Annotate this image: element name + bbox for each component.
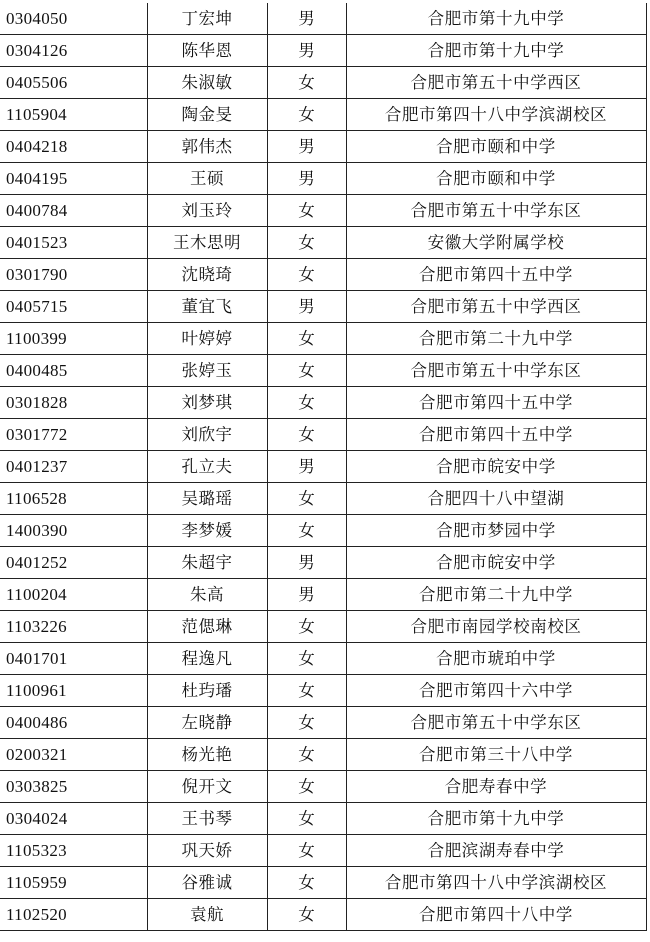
student-name-cell: 朱淑敏	[147, 67, 267, 99]
school-cell: 合肥市第四十五中学	[346, 419, 646, 451]
student-id-cell: 0400486	[0, 707, 147, 739]
student-id-cell: 0301772	[0, 419, 147, 451]
student-name-cell: 丁宏坤	[147, 3, 267, 35]
table-row	[0, 323, 646, 355]
gender-cell: 女	[267, 195, 346, 227]
gender-cell: 女	[267, 483, 346, 515]
student-name-cell: 张婷玉	[147, 355, 267, 387]
student-id-cell: 1400390	[0, 515, 147, 547]
school-cell: 合肥市皖安中学	[346, 451, 646, 483]
school-cell: 合肥滨湖寿春中学	[346, 835, 646, 867]
student-name-cell: 吴璐瑶	[147, 483, 267, 515]
student-name-cell: 王书琴	[147, 803, 267, 835]
student-id-cell: 0200321	[0, 739, 147, 771]
table-row	[0, 163, 646, 195]
school-cell: 合肥市第四十八中学滨湖校区	[346, 867, 646, 899]
student-name-cell: 巩天娇	[147, 835, 267, 867]
table-row	[0, 643, 646, 675]
student-id-cell: 0304126	[0, 35, 147, 67]
student-name-cell: 朱高	[147, 579, 267, 611]
school-cell: 合肥市第四十六中学	[346, 675, 646, 707]
school-cell: 合肥市第十九中学	[346, 35, 646, 67]
gender-cell: 女	[267, 387, 346, 419]
table-row	[0, 835, 646, 867]
school-cell: 合肥市第五十中学东区	[346, 707, 646, 739]
table-row	[0, 675, 646, 707]
table-row	[0, 867, 646, 899]
student-name-cell: 叶婷婷	[147, 323, 267, 355]
school-cell: 合肥市第三十八中学	[346, 739, 646, 771]
student-name-cell: 范偲琳	[147, 611, 267, 643]
school-cell: 合肥四十八中望湖	[346, 483, 646, 515]
student-name-cell: 左晓静	[147, 707, 267, 739]
table-row	[0, 419, 646, 451]
school-cell: 合肥市南园学校南校区	[346, 611, 646, 643]
student-id-cell: 1100204	[0, 579, 147, 611]
gender-cell: 女	[267, 515, 346, 547]
gender-cell: 男	[267, 35, 346, 67]
student-id-cell: 0404195	[0, 163, 147, 195]
student-id-cell: 1103226	[0, 611, 147, 643]
student-id-cell: 1105904	[0, 99, 147, 131]
student-id-cell: 0301790	[0, 259, 147, 291]
gender-cell: 女	[267, 355, 346, 387]
table-row	[0, 67, 646, 99]
school-cell: 合肥市皖安中学	[346, 547, 646, 579]
student-id-cell: 0405506	[0, 67, 147, 99]
table-row	[0, 355, 646, 387]
school-cell: 合肥市第四十五中学	[346, 259, 646, 291]
student-name-cell: 董宜飞	[147, 291, 267, 323]
gender-cell: 女	[267, 675, 346, 707]
gender-cell: 女	[267, 67, 346, 99]
school-cell: 合肥市第五十中学西区	[346, 291, 646, 323]
gender-cell: 男	[267, 163, 346, 195]
gender-cell: 女	[267, 323, 346, 355]
student-name-cell: 杨光艳	[147, 739, 267, 771]
school-cell: 合肥市第五十中学东区	[346, 355, 646, 387]
student-id-cell: 0304024	[0, 803, 147, 835]
student-name-cell: 沈晓琦	[147, 259, 267, 291]
gender-cell: 女	[267, 419, 346, 451]
table-row	[0, 803, 646, 835]
gender-cell: 男	[267, 131, 346, 163]
school-cell: 合肥市第四十五中学	[346, 387, 646, 419]
gender-cell: 女	[267, 835, 346, 867]
gender-cell: 男	[267, 291, 346, 323]
table-row	[0, 291, 646, 323]
gender-cell: 女	[267, 707, 346, 739]
gender-cell: 女	[267, 867, 346, 899]
school-cell: 合肥市第五十中学西区	[346, 67, 646, 99]
school-cell: 合肥市颐和中学	[346, 131, 646, 163]
gender-cell: 女	[267, 227, 346, 259]
school-cell: 合肥市第二十九中学	[346, 323, 646, 355]
gender-cell: 女	[267, 99, 346, 131]
table-row	[0, 3, 646, 35]
student-id-cell: 0404218	[0, 131, 147, 163]
student-id-cell: 0400784	[0, 195, 147, 227]
gender-cell: 女	[267, 259, 346, 291]
gender-cell: 男	[267, 547, 346, 579]
school-cell: 合肥市第四十八中学	[346, 899, 646, 931]
student-id-cell: 0401701	[0, 643, 147, 675]
student-id-cell: 1105959	[0, 867, 147, 899]
student-name-cell: 王硕	[147, 163, 267, 195]
table-row	[0, 227, 646, 259]
gender-cell: 女	[267, 771, 346, 803]
school-cell: 合肥寿春中学	[346, 771, 646, 803]
student-name-cell: 陈华恩	[147, 35, 267, 67]
gender-cell: 男	[267, 3, 346, 35]
table-row	[0, 387, 646, 419]
student-name-cell: 刘欣宇	[147, 419, 267, 451]
student-id-cell: 1106528	[0, 483, 147, 515]
table-row	[0, 771, 646, 803]
table-row	[0, 99, 646, 131]
student-name-cell: 李梦媛	[147, 515, 267, 547]
table-row	[0, 259, 646, 291]
table-row	[0, 451, 646, 483]
student-name-cell: 倪开文	[147, 771, 267, 803]
school-cell: 合肥市第十九中学	[346, 3, 646, 35]
roster-body	[0, 3, 646, 931]
table-row	[0, 547, 646, 579]
student-name-cell: 郭伟杰	[147, 131, 267, 163]
table-row	[0, 739, 646, 771]
table-row	[0, 579, 646, 611]
student-name-cell: 刘玉玲	[147, 195, 267, 227]
student-name-cell: 刘梦琪	[147, 387, 267, 419]
student-id-cell: 1100961	[0, 675, 147, 707]
student-id-cell: 0304050	[0, 3, 147, 35]
student-name-cell: 孔立夫	[147, 451, 267, 483]
school-cell: 合肥市梦园中学	[346, 515, 646, 547]
gender-cell: 男	[267, 451, 346, 483]
student-name-cell: 袁航	[147, 899, 267, 931]
student-id-cell: 1100399	[0, 323, 147, 355]
school-cell: 合肥市第五十中学东区	[346, 195, 646, 227]
student-id-cell: 1105323	[0, 835, 147, 867]
student-id-cell: 0401237	[0, 451, 147, 483]
school-cell: 合肥市琥珀中学	[346, 643, 646, 675]
student-name-cell: 谷雅诚	[147, 867, 267, 899]
table-row	[0, 899, 646, 931]
student-name-cell: 陶金旻	[147, 99, 267, 131]
student-name-cell: 朱超宇	[147, 547, 267, 579]
student-id-cell: 0401523	[0, 227, 147, 259]
table-row	[0, 131, 646, 163]
gender-cell: 女	[267, 803, 346, 835]
student-id-cell: 0301828	[0, 387, 147, 419]
gender-cell: 女	[267, 643, 346, 675]
table-row	[0, 515, 646, 547]
school-cell: 合肥市颐和中学	[346, 163, 646, 195]
student-id-cell: 0303825	[0, 771, 147, 803]
school-cell: 合肥市第四十八中学滨湖校区	[346, 99, 646, 131]
table-row	[0, 611, 646, 643]
student-name-cell: 杜玙璠	[147, 675, 267, 707]
school-cell: 安徽大学附属学校	[346, 227, 646, 259]
student-id-cell: 0401252	[0, 547, 147, 579]
table-row	[0, 483, 646, 515]
table-row	[0, 707, 646, 739]
table-row	[0, 195, 646, 227]
gender-cell: 女	[267, 611, 346, 643]
student-id-cell: 1102520	[0, 899, 147, 931]
gender-cell: 女	[267, 739, 346, 771]
gender-cell: 男	[267, 579, 346, 611]
student-id-cell: 0405715	[0, 291, 147, 323]
gender-cell: 女	[267, 899, 346, 931]
student-name-cell: 程逸凡	[147, 643, 267, 675]
table-row	[0, 35, 646, 67]
school-cell: 合肥市第十九中学	[346, 803, 646, 835]
student-name-cell: 王木思明	[147, 227, 267, 259]
student-id-cell: 0400485	[0, 355, 147, 387]
school-cell: 合肥市第二十九中学	[346, 579, 646, 611]
student-roster-table	[0, 3, 647, 931]
